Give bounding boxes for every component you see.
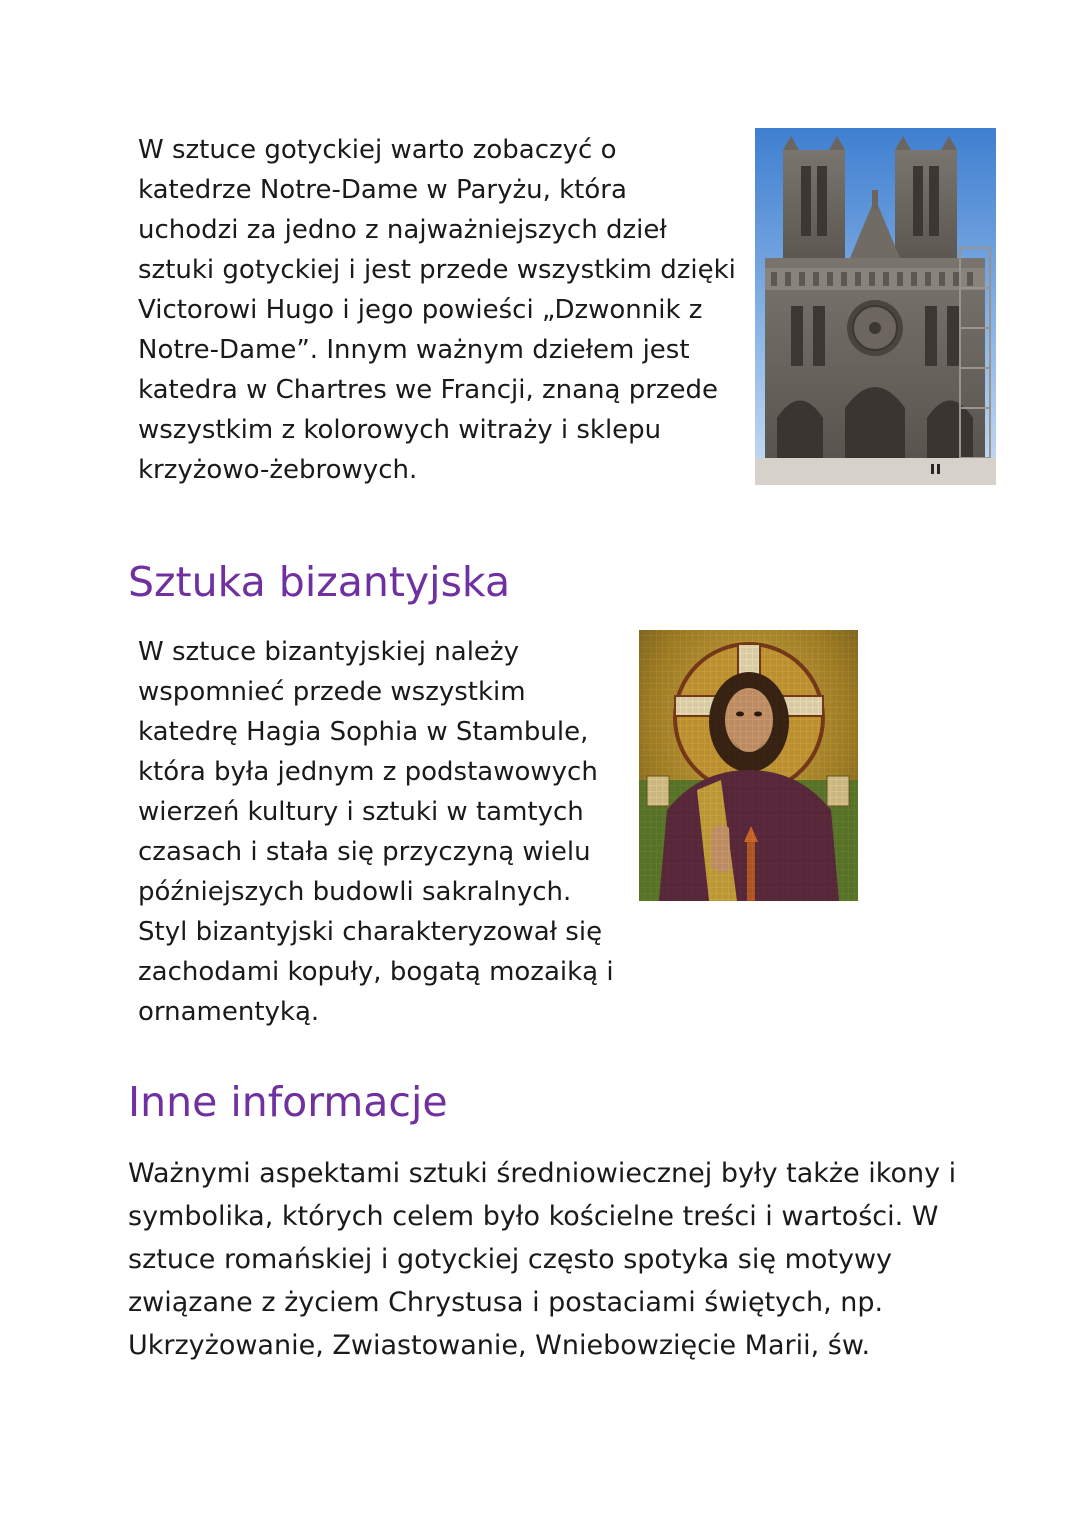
gothic-paragraph [138, 130, 748, 490]
text-line: katedra w Chartres we Francji, znaną przede [138, 375, 719, 405]
cathedral-photo [755, 128, 996, 485]
text-line: uchodzi za jedno z najważniejszych dzieł [138, 215, 667, 245]
text-line: Victorowi Hugo i jego powieści „Dzwonnik z [138, 295, 703, 325]
text-line: wszystkim z kolorowych witraży i sklepu [138, 415, 662, 445]
text-line: wspomnieć przede wszystkim [138, 677, 526, 707]
section-heading-byzantine: Sztuka bizantyjska [128, 558, 511, 606]
text-line: która była jednym z podstawowych [138, 757, 598, 787]
text-line: czasach i stała się przyczyną wielu [138, 837, 591, 867]
text-line: krzyżowo-żebrowych. [138, 455, 418, 485]
text-line: Notre-Dame”. Innym ważnym dziełem jest [138, 335, 690, 365]
text-line: sztuce romańskiej i gotyckiej często spotyka się motywy [128, 1244, 893, 1275]
other-info-paragraph [128, 1152, 988, 1367]
text-line: zachodami kopuły, bogatą mozaiką i [138, 957, 614, 987]
christ-mosaic-image [639, 630, 858, 901]
text-line: sztuki gotyckiej i jest przede wszystkim dzięki [138, 255, 736, 285]
text-line: późniejszych budowli sakralnych. [138, 877, 572, 907]
text-line: katedrze Notre-Dame w Paryżu, która [138, 175, 627, 205]
section-heading-other: Inne informacje [128, 1078, 448, 1126]
byzantine-paragraph [138, 632, 628, 1032]
text-line: W sztuce bizantyjskiej należy [138, 637, 519, 667]
text-line: Styl bizantyjski charakteryzował się [138, 917, 603, 947]
text-line: wierzeń kultury i sztuki w tamtych [138, 797, 584, 827]
text-line: ornamentyką. [138, 997, 320, 1027]
text-line: W sztuce gotyckiej warto zobaczyć o [138, 135, 617, 165]
text-line: Ważnymi aspektami sztuki średniowiecznej były także ikony i [128, 1158, 957, 1189]
text-line: Ukrzyżowanie, Zwiastowanie, Wniebowzięcie Marii, św. [128, 1330, 871, 1361]
text-line: katedrę Hagia Sophia w Stambule, [138, 717, 589, 747]
text-line: związane z życiem Chrystusa i postaciami świętych, np. [128, 1287, 884, 1318]
text-line: symbolika, których celem było kościelne treści i wartości. W [128, 1201, 939, 1232]
